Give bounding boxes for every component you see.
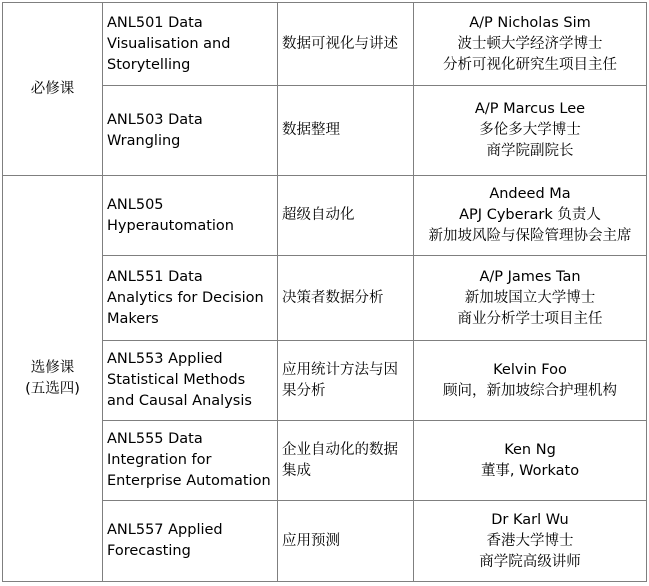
- instructor-credential: 新加坡国立大学博士: [464, 289, 596, 306]
- instructor-role: 新加坡风险与保险管理协会主席: [428, 228, 632, 244]
- instructor-credential: 香港大学博士: [486, 532, 574, 549]
- course-table: [2, 2, 647, 582]
- course-chinese-name: 数据可视化与讲述: [282, 35, 398, 52]
- instructor-name: Ken Ng: [504, 441, 556, 458]
- instructor-cell: [414, 3, 647, 86]
- category-cell-elective: [3, 176, 103, 582]
- course-title-cell: [103, 421, 278, 501]
- course-chinese-name: 数据整理: [282, 122, 340, 138]
- course-title-cell: [103, 341, 278, 421]
- instructor-cell: [414, 176, 647, 256]
- category-label-elective: 选修课: [30, 359, 75, 376]
- course-title: ANL505 Hyperautomation: [107, 196, 234, 234]
- course-title: ANL553 Applied Statistical Methods and Causal Analysis: [107, 351, 252, 409]
- course-chinese-name: 企业自动化的数据集成: [282, 441, 398, 479]
- category-label-elective-note: (五选四): [25, 380, 80, 397]
- category-cell-required: [3, 3, 103, 176]
- course-chinese-cell: [278, 3, 414, 86]
- instructor-name: A/P Nicholas Sim: [469, 14, 591, 31]
- course-title: ANL503 Data Wrangling: [107, 111, 203, 149]
- course-title: ANL551 Data Analytics for Decision Makers: [107, 268, 264, 327]
- course-chinese-cell: [278, 176, 414, 256]
- instructor-cell: [414, 86, 647, 176]
- table-row: [3, 176, 647, 256]
- course-chinese-name: 应用预测: [282, 532, 340, 549]
- instructor-name: Kelvin Foo: [493, 361, 567, 378]
- course-chinese-cell: [278, 421, 414, 501]
- instructor-role: 商学院高级讲师: [479, 553, 581, 570]
- instructor-credential: 波士顿大学经济学博士: [457, 35, 603, 52]
- course-chinese-cell: [278, 256, 414, 341]
- course-title: ANL555 Data Integration for Enterprise Automation: [107, 431, 271, 489]
- instructor-role: 顾问，新加坡综合护理机构: [443, 382, 617, 399]
- course-chinese-cell: [278, 341, 414, 421]
- instructor-credential: 多伦多大学博士: [479, 122, 581, 138]
- instructor-role: 商业分析学士项目主任: [457, 310, 603, 327]
- course-chinese-cell: [278, 501, 414, 582]
- course-title-cell: [103, 176, 278, 256]
- course-title: ANL501 Data Visualisation and Storytelling: [107, 14, 231, 73]
- category-label-required: 必修课: [30, 80, 75, 97]
- instructor-name: A/P Marcus Lee: [474, 101, 586, 117]
- course-title: ANL557 Applied Forecasting: [107, 522, 223, 559]
- instructor-role: 分析可视化研究生项目主任: [443, 56, 617, 73]
- instructor-credential: APJ Cyberark 负责人: [459, 207, 601, 223]
- instructor-cell: [414, 421, 647, 501]
- course-chinese-name: 应用统计方法与因果分析: [282, 361, 398, 399]
- instructor-role: 董事, Workato: [480, 462, 580, 479]
- course-chinese-name: 超级自动化: [282, 207, 355, 223]
- instructor-name: Dr Karl Wu: [491, 511, 569, 528]
- instructor-name: Andeed Ma: [489, 186, 571, 202]
- instructor-role: 商学院副院长: [486, 143, 574, 159]
- instructor-name: A/P James Tan: [479, 268, 581, 285]
- course-title-cell: [103, 501, 278, 582]
- instructor-cell: [414, 256, 647, 341]
- table-row: [3, 3, 647, 86]
- course-chinese-name: 决策者数据分析: [282, 289, 384, 306]
- course-title-cell: [103, 3, 278, 86]
- instructor-cell: [414, 341, 647, 421]
- course-chinese-cell: [278, 86, 414, 176]
- course-title-cell: [103, 86, 278, 176]
- instructor-cell: [414, 501, 647, 582]
- course-title-cell: [103, 256, 278, 341]
